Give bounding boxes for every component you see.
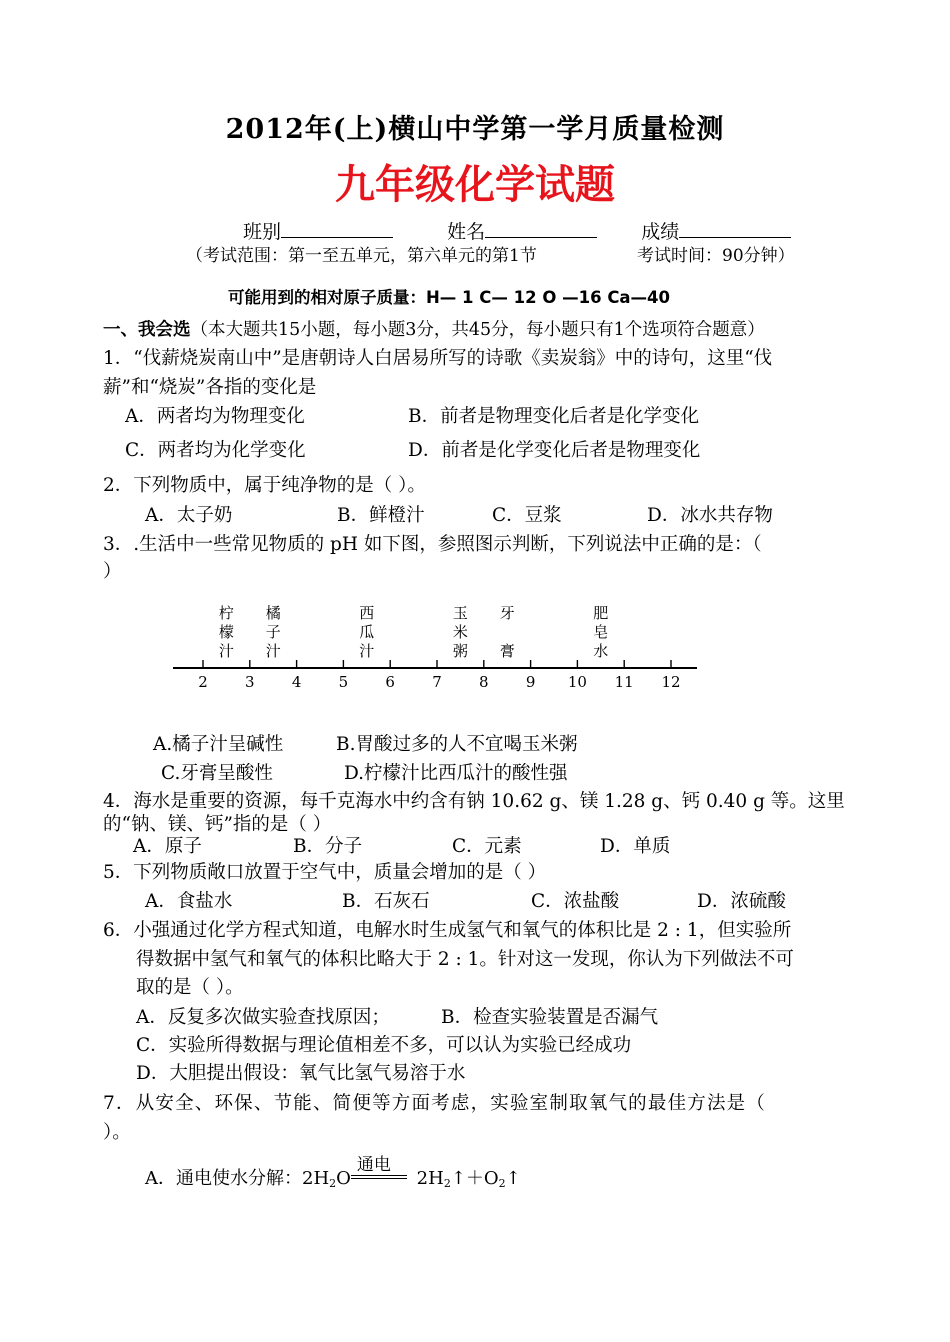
q7-a-sub2: 2: [443, 1177, 451, 1190]
q6-option-d[interactable]: D．大胆提出假设：氧气比氢气易溶于水: [136, 1063, 466, 1084]
exam-scope: （考试范围：第一至五单元，第六单元的第1节: [186, 246, 537, 266]
q1-option-d[interactable]: D．前者是化学变化后者是物理变化: [408, 440, 701, 461]
ph-substance-label: 皂: [593, 623, 609, 641]
section1-heading: 一、我会选: [103, 320, 191, 340]
ph-tick-label: 4: [291, 673, 302, 691]
q7-a-sub3: 2: [498, 1177, 506, 1190]
q3-stem-line2: ）: [103, 561, 122, 582]
q4-stem-line2: 的“钠、镁、钙”指的是（ ）: [103, 814, 332, 835]
q7-stem-line1: 7．从安全、环保、节能、简便等方面考虑，实验室制取氧气的最佳方法是（: [103, 1093, 767, 1114]
exam-time: 考试时间：90分钟）: [637, 246, 795, 266]
ph-substance-label: 子: [265, 623, 281, 641]
ph-substance-label: 粥: [452, 642, 468, 660]
score-blank[interactable]: [679, 217, 791, 238]
q6-option-b[interactable]: B．检查实验装置是否漏气: [441, 1007, 659, 1028]
q5-option-d[interactable]: D．浓硫酸: [697, 891, 786, 912]
q1-stem-line1: 1．“伐薪烧炭南山中”是唐朝诗人白居易所写的诗歌《卖炭翁》中的诗句，这里“伐: [103, 348, 773, 369]
ph-substance-label: 汁: [359, 642, 375, 660]
q4-stem-line1: 4．海水是重要的资源，每千克海水中约含有钠 10.62 g、镁 1.28 g、钙 0.40 g 等。这里: [103, 791, 845, 812]
ph-scale-diagram: [165, 598, 705, 698]
q4-option-d[interactable]: D．单质: [600, 836, 671, 857]
ph-tick-label: 10: [567, 673, 587, 691]
q7-a-mid: O: [336, 1168, 351, 1189]
ph-tick-label: 11: [614, 673, 634, 691]
ph-substance-label: 水: [593, 642, 609, 660]
q2-option-c[interactable]: C．豆浆: [492, 505, 562, 526]
q2-option-a[interactable]: A．太子奶: [145, 505, 233, 526]
q3-option-d[interactable]: D.柠檬汁比西瓜汁的酸性强: [344, 763, 568, 784]
q6-option-a[interactable]: A．反复多次做实验查找原因；: [136, 1007, 390, 1028]
atomic-mass-line: 可能用到的相对原子质量：H— 1 C— 12 O —16 Ca—40: [228, 288, 671, 307]
q2-stem: 2．下列物质中，属于纯净物的是（ ）。: [103, 475, 426, 496]
ph-substance-label: 汁: [218, 642, 234, 660]
reaction-condition: 通电: [356, 1155, 391, 1175]
q6-stem-line1: 6．小强通过化学方程式知道，电解水时生成氢气和氧气的体积比是 2 : 1，但实验所: [103, 920, 792, 941]
ph-substance-label: 米: [452, 623, 468, 641]
q7-a-prefix: A．通电使水分解：2H: [145, 1168, 330, 1189]
q4-option-c[interactable]: C．元素: [452, 836, 522, 857]
q7-a-sub1: 2: [329, 1177, 337, 1190]
ph-substance-label: 肥: [593, 604, 609, 622]
q6-stem-line3: 取的是（ ）。: [136, 977, 244, 998]
ph-substance-label: 膏: [499, 642, 515, 660]
q4-option-b[interactable]: B．分子: [293, 836, 363, 857]
exam-subtitle: 九年级化学试题: [335, 162, 615, 208]
q3-option-a[interactable]: A.橘子汁呈碱性: [153, 734, 284, 755]
ph-tick-label: 9: [525, 673, 536, 691]
ph-tick-label: 6: [385, 673, 395, 691]
ph-tick-label: 5: [338, 673, 349, 691]
ph-tick-label: 3: [245, 673, 255, 691]
ph-substance-label: 牙: [499, 604, 515, 622]
q5-option-a[interactable]: A．食盐水: [145, 891, 233, 912]
q5-stem: 5．下列物质敞口放置于空气中，质量会增加的是（ ）: [103, 862, 547, 883]
q1-option-c[interactable]: C．两者均为化学变化: [125, 440, 306, 461]
ph-substance-label: 瓜: [359, 623, 375, 641]
ph-tick-label: 2: [198, 673, 208, 691]
q3-stem-line1: 3．.生活中一些常见物质的 pH 如下图，参照图示判断，下列说法中正确的是：（: [103, 534, 762, 555]
student-info-row: [243, 217, 791, 244]
ph-substance-label: 柠: [218, 604, 234, 622]
score-label: 成绩: [641, 221, 680, 243]
q4-option-a[interactable]: A．原子: [133, 836, 202, 857]
ph-tick-label: 12: [661, 673, 681, 691]
ph-tick-label: 7: [432, 673, 442, 691]
ph-tick-label: 8: [479, 673, 489, 691]
q3-option-c[interactable]: C.牙膏呈酸性: [161, 763, 273, 784]
q7-option-a[interactable]: [145, 1155, 521, 1196]
q1-option-a[interactable]: A．两者均为物理变化: [125, 406, 305, 427]
class-label: 班别: [243, 221, 282, 243]
q7-a-r2: ↑＋O: [450, 1168, 499, 1189]
exam-title: 2012年(上)横山中学第一学月质量检测: [225, 114, 725, 145]
q6-stem-line2: 得数据中氢气和氧气的体积比略大于 2 : 1。针对这一发现，你认为下列做法不可: [136, 949, 794, 970]
q6-option-c[interactable]: C．实验所得数据与理论值相差不多，可以认为实验已经成功: [136, 1035, 632, 1056]
q2-option-d[interactable]: D．冰水共存物: [647, 505, 773, 526]
q2-option-b[interactable]: B．鲜橙汁: [337, 505, 425, 526]
ph-substance-label: 檬: [218, 623, 234, 641]
ph-substance-label: 汁: [265, 642, 281, 660]
q1-option-b[interactable]: B．前者是物理变化后者是化学变化: [408, 406, 700, 427]
section1-heading-line: [103, 318, 765, 342]
q5-option-c[interactable]: C．浓盐酸: [531, 891, 620, 912]
reaction-arrow: [351, 1155, 407, 1186]
q7-stem-line2: ）。: [103, 1122, 131, 1143]
q5-option-b[interactable]: B．石灰石: [342, 891, 430, 912]
name-blank[interactable]: [485, 217, 597, 238]
class-blank[interactable]: [281, 217, 393, 238]
q7-a-r1: 2H: [416, 1168, 444, 1189]
ph-substance-label: 橘: [265, 604, 281, 622]
ph-substance-label: 玉: [452, 604, 468, 622]
name-label: 姓名: [447, 221, 486, 243]
q7-a-r3: ↑: [505, 1168, 521, 1189]
ph-substance-label: 西: [359, 604, 375, 622]
q1-stem-line2: 薪”和“烧炭”各指的变化是: [103, 377, 317, 398]
q3-option-b[interactable]: B.胃酸过多的人不宜喝玉米粥: [336, 734, 578, 755]
section1-note: （本大题共15小题，每小题3分，共45分，每小题只有1个选项符合题意）: [190, 320, 765, 340]
